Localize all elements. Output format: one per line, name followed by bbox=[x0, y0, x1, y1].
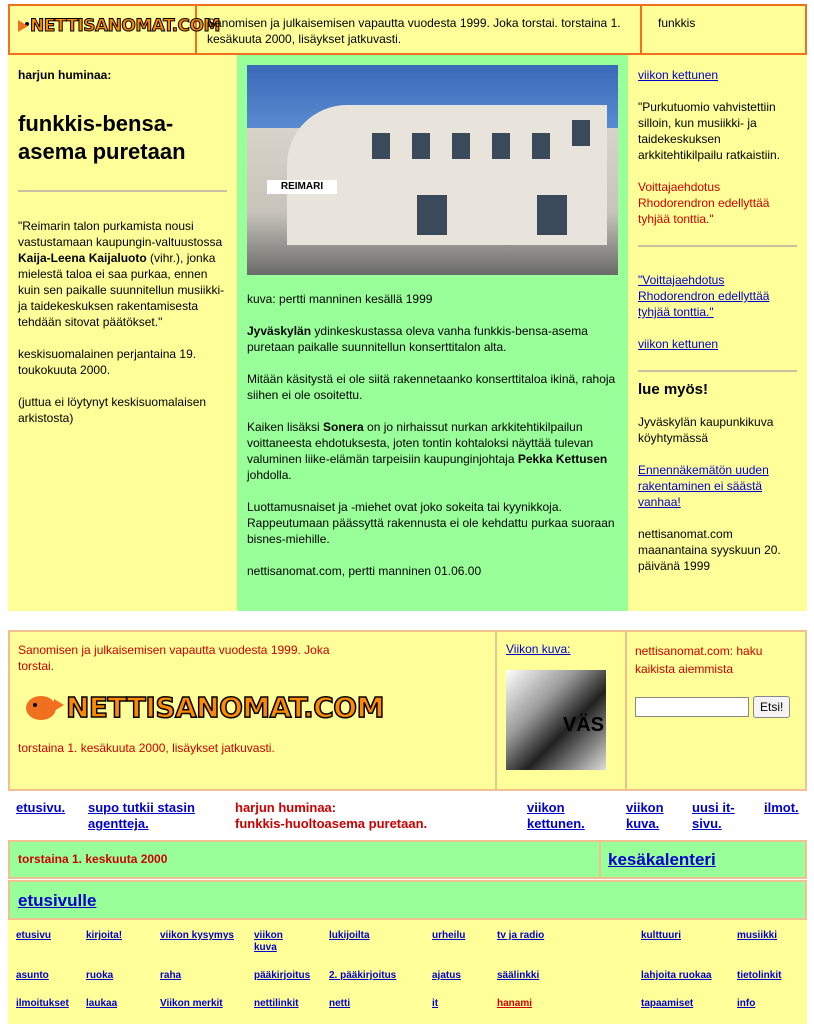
grid-link[interactable]: netti bbox=[329, 998, 351, 1009]
grid-link[interactable]: musiikki bbox=[737, 930, 778, 941]
paragraph-3: Kaiken lisäksi Sonera on jo nirhaissut nurkan arkkitehtikilpailun voittaneesta ehdotuksesta, joten tontin kohtaloksi näyttää tulevan valuminen liike-elämän tarpeisiin kaupunginjohtaja Pekka Kettusen johdolla. bbox=[247, 420, 608, 482]
grid-link[interactable]: laukaa bbox=[86, 998, 118, 1009]
nav-etusivu[interactable]: etusivu. bbox=[16, 800, 66, 815]
article-title: funkkis-bensa-asema puretaan bbox=[18, 111, 186, 164]
link-ennennakematon[interactable]: Ennennäkemätön uuden rakentaminen ei säästä vanhaa! bbox=[638, 463, 769, 509]
week-picture-link[interactable]: Viikon kuva: bbox=[506, 642, 571, 656]
grid-link[interactable]: pääkirjoitus bbox=[254, 970, 311, 981]
nav-uusi[interactable]: uusi it-sivu. bbox=[692, 800, 735, 831]
nav-harju: harjun huminaa: bbox=[235, 800, 337, 815]
footer-tagline: Sanomisen ja julkaisemisen vapautta vuodesta 1999. Joka torstai. bbox=[18, 643, 330, 673]
right-footer: nettisanomat.com maanantaina syyskuun 20. päivänä 1999 bbox=[638, 527, 781, 573]
nav-row bbox=[8, 800, 807, 836]
grid-link[interactable]: kirjoita! bbox=[86, 930, 123, 941]
source: keskisuomalainen perjantaina 19. toukokuuta 2000. bbox=[18, 347, 197, 377]
read-more-text: Jyväskylän kaupunkikuva köyhtymässä bbox=[638, 415, 774, 445]
link-grid bbox=[8, 920, 807, 1024]
nav-kuva[interactable]: viikon kuva. bbox=[626, 800, 664, 831]
footer-date: torstaina 1. kesäkuuta 2000, lisäykset jatkuvasti. bbox=[18, 741, 275, 755]
date-bar bbox=[8, 840, 807, 879]
grid-link[interactable]: lahjoita ruokaa bbox=[641, 970, 712, 981]
home-link[interactable]: etusivulle bbox=[18, 891, 97, 910]
grid-link[interactable]: urheilu bbox=[432, 930, 466, 941]
note: (juttua ei löytynyt keskisuomalaisen arkistosta) bbox=[18, 395, 207, 425]
quote: "Reimarin talon purkamista nousi vastustamaan kaupungin-valtuustossa Kaija-Leena Kaijaluoto (vihr.), jonka mielestä taloa ei saa purkaa, ennen kuin sen paikalle suunnitellun musiikki- ja taidekeskuksen rakentamisesta tehdään sitovat päätökset." bbox=[18, 219, 225, 329]
header bbox=[8, 4, 807, 55]
link-voittajaehdotus[interactable]: "Voittajaehdotus Rhodorendron edellyttää tyhjää tonttia." bbox=[638, 273, 770, 319]
paragraph-2: Mitään käsitystä ei ole siitä rakennetaanko konserttitaloa ikinä, rahoja siihen ei ole osoitettu. bbox=[247, 372, 616, 402]
grid-link[interactable]: ajatus bbox=[432, 970, 461, 981]
search-title: nettisanomat.com: haku kaikista aiemmista bbox=[635, 644, 763, 676]
grid-link[interactable]: kulttuuri bbox=[641, 930, 681, 941]
week-picture-cell bbox=[499, 632, 627, 789]
site-logo[interactable] bbox=[10, 6, 220, 36]
photo-caption: kuva: pertti manninen kesällä 1999 bbox=[247, 292, 433, 306]
grid-link[interactable]: etusivu bbox=[16, 930, 52, 941]
divider bbox=[638, 245, 797, 247]
summer-calendar-link[interactable]: kesäkalenteri bbox=[608, 850, 716, 869]
date-bar-text: torstaina 1. keskuuta 2000 bbox=[18, 852, 168, 866]
divider bbox=[638, 370, 797, 372]
paragraph-1: Jyväskylän ydinkeskustassa oleva vanha funkkis-bensa-asema puretaan paikalle suunnitellun konserttitalon alta. bbox=[247, 324, 588, 354]
header-section: funkkis bbox=[658, 16, 696, 30]
grid-link[interactable]: nettilinkit bbox=[254, 998, 299, 1009]
nav-harju-2: funkkis-huoltoasema puretaan. bbox=[235, 816, 428, 831]
grid-link[interactable]: it bbox=[432, 998, 439, 1009]
grid-link[interactable]: Viikon merkit bbox=[160, 998, 223, 1009]
grid-link[interactable]: lukijoilta bbox=[329, 930, 370, 941]
paragraph-4: Luottamusnaiset ja -miehet ovat joko sokeita tai kyynikkoja. Rappeutumaan päässyttä rakennusta ei ole kehdattu purkaa suoraan bisnes-miehille. bbox=[247, 500, 615, 546]
signature: nettisanomat.com, pertti manninen 01.06.00 bbox=[247, 564, 482, 578]
logo-text: NETTISANOMAT.COM bbox=[30, 16, 220, 36]
header-tagline: Sanomisen ja julkaisemisen vapautta vuodesta 1999. Joka torstai. torstaina 1. kesäkuuta 2000, lisäykset jatkuvasti. bbox=[197, 6, 642, 53]
left-column bbox=[8, 55, 237, 611]
fish-logo-icon bbox=[26, 696, 56, 720]
footer-logo-cell bbox=[10, 632, 497, 789]
grid-link[interactable]: viikon kuva bbox=[254, 930, 283, 953]
divider bbox=[18, 190, 227, 192]
grid-link[interactable]: tietolinkit bbox=[737, 970, 782, 981]
link-viikon-kettunen-2[interactable]: viikon kettunen bbox=[638, 337, 719, 351]
middle-column bbox=[237, 55, 628, 611]
footer-banner bbox=[8, 630, 807, 791]
nav-ilmot[interactable]: ilmot. bbox=[764, 800, 799, 815]
grid-link[interactable]: info bbox=[737, 998, 756, 1009]
kicker: harjun huminaa: bbox=[18, 68, 112, 82]
grid-link[interactable]: viikon kysymys bbox=[160, 930, 234, 941]
search-input[interactable] bbox=[635, 697, 749, 717]
nav-supo[interactable]: supo tutkii stasin agentteja. bbox=[88, 800, 195, 831]
nav-kettunen[interactable]: viikon kettunen. bbox=[527, 800, 585, 831]
grid-link[interactable]: tapaamiset bbox=[641, 998, 694, 1009]
footer-logo-text: NETTISANOMAT.COM bbox=[66, 691, 384, 724]
grid-link[interactable]: tv ja radio bbox=[497, 930, 545, 941]
right-quote: "Purkutuomio vahvistettiin silloin, kun musiikki- ja taidekeskuksen arkkitehtikilpailu ratkaistiin. bbox=[638, 100, 781, 162]
grid-link-active[interactable]: hanami bbox=[497, 998, 533, 1009]
grid-link[interactable]: ruoka bbox=[86, 970, 114, 981]
article-photo bbox=[247, 65, 618, 275]
home-bar bbox=[8, 880, 807, 920]
grid-link[interactable]: säälinkki bbox=[497, 970, 540, 981]
search-cell bbox=[629, 632, 805, 789]
grid-link[interactable]: raha bbox=[160, 970, 182, 981]
header-logo-cell bbox=[10, 6, 220, 53]
grid-link[interactable]: ilmoitukset bbox=[16, 998, 69, 1009]
week-picture[interactable]: VÄS bbox=[506, 670, 606, 770]
grid-link[interactable]: asunto bbox=[16, 970, 49, 981]
footer-logo[interactable] bbox=[18, 691, 487, 724]
link-viikon-kettunen[interactable]: viikon kettunen bbox=[638, 68, 719, 82]
right-quote-red: Voittajaehdotus Rhodorendron edellyttää tyhjää tonttia." bbox=[638, 180, 770, 226]
photo-sign: REIMARI bbox=[267, 180, 337, 194]
search-button[interactable]: Etsi! bbox=[753, 696, 790, 718]
grid-link[interactable]: 2. pääkirjoitus bbox=[329, 970, 397, 981]
read-more-heading: lue myös! bbox=[638, 381, 709, 398]
right-column bbox=[628, 55, 807, 611]
